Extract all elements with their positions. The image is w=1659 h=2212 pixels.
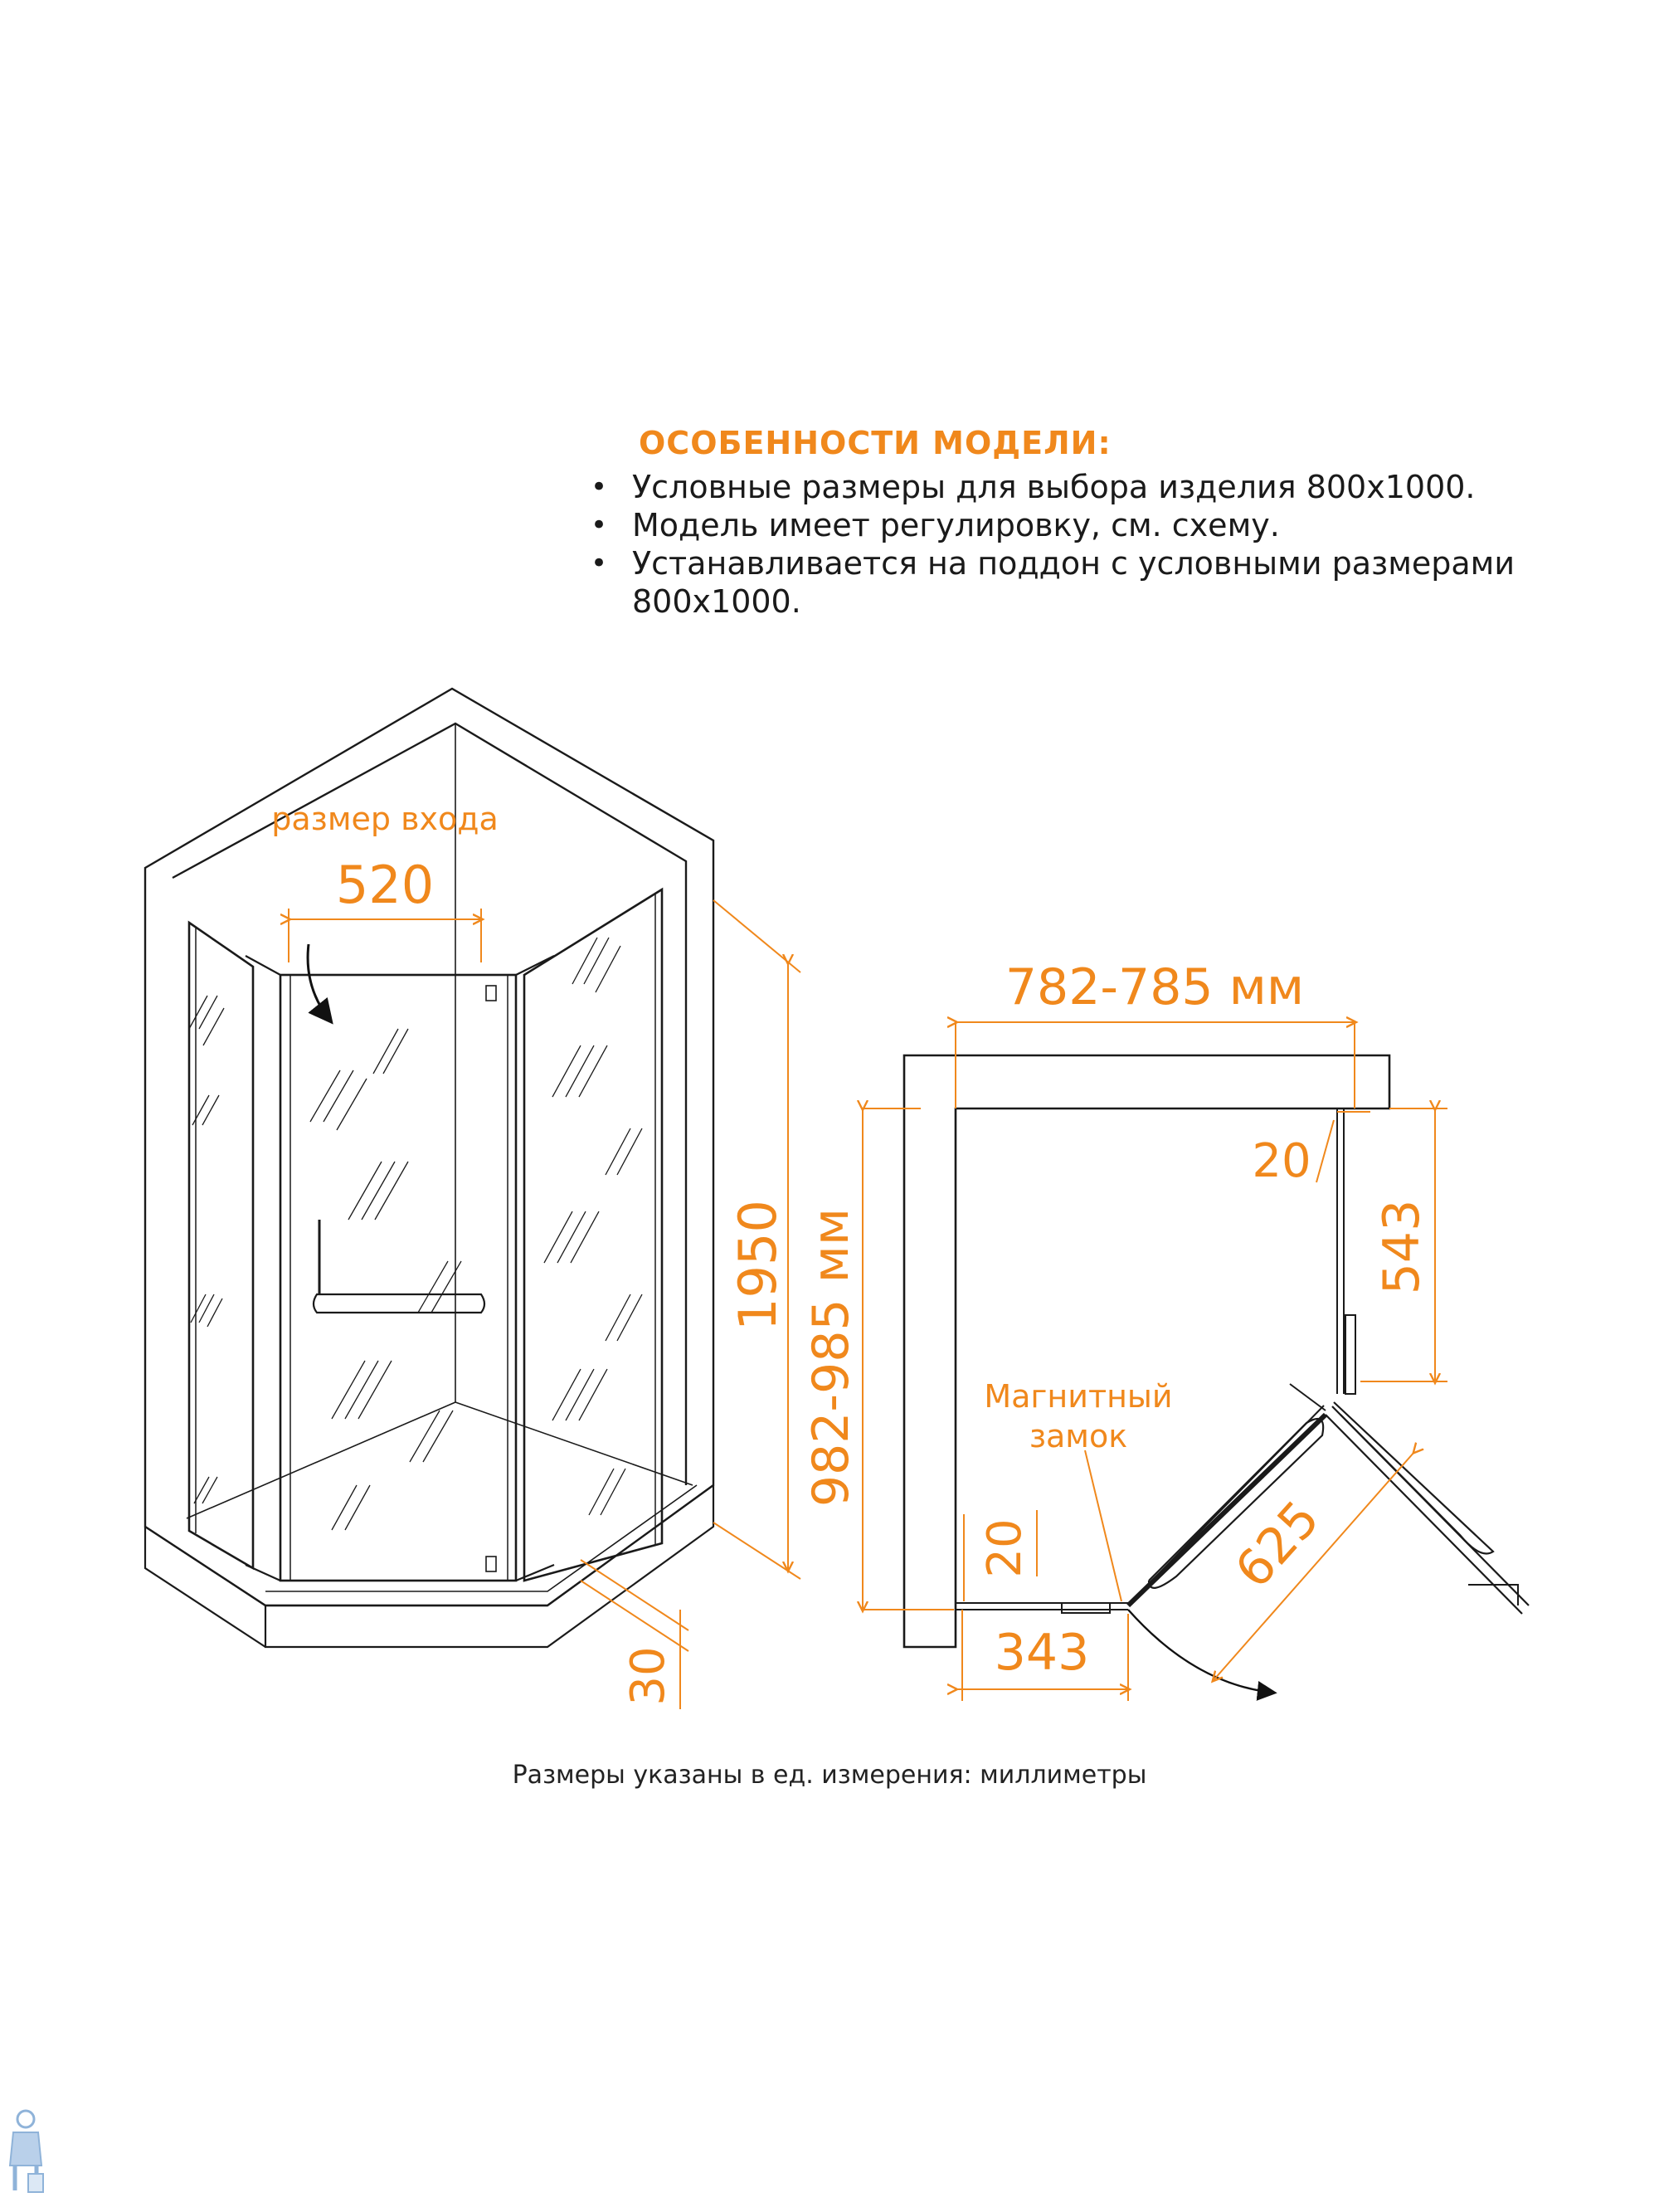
wall-depth-dim: 982-985 мм bbox=[802, 1207, 860, 1508]
door-handle bbox=[314, 1294, 484, 1313]
lock-label-line2: замок bbox=[1029, 1418, 1128, 1454]
side-panel-dim: 543 bbox=[1373, 1199, 1431, 1295]
glass-reflections bbox=[189, 938, 642, 1530]
swing-arc bbox=[1128, 1610, 1273, 1693]
side-glass bbox=[1337, 1108, 1344, 1394]
door-open bbox=[1326, 1406, 1529, 1614]
units-footnote: Размеры указаны в ед. измерения: миллиметры bbox=[512, 1761, 1147, 1790]
tray-height-dim: 30 bbox=[621, 1646, 675, 1706]
front-panel-dim: 343 bbox=[994, 1624, 1090, 1682]
feature-item: • Модель имеет регулировку, см. схему. bbox=[581, 506, 1626, 544]
plan-dimensions bbox=[863, 1022, 1447, 1701]
entrance-width: 520 bbox=[335, 855, 435, 915]
entrance-label: размер входа bbox=[271, 801, 499, 837]
feature-item: • Условные размеры для выбора изделия 800х1000. bbox=[581, 468, 1626, 506]
door-panel bbox=[280, 975, 516, 1581]
bottom-gap-dim: 20 bbox=[978, 1518, 1032, 1578]
top-gap-dim: 20 bbox=[1252, 1134, 1311, 1188]
inner-walls bbox=[173, 724, 686, 1485]
feature-item: • Устанавливается на поддон с условными размерами 800х1000. bbox=[581, 544, 1626, 621]
height-dim: 1950 bbox=[727, 1200, 788, 1331]
door-width-dim: 625 bbox=[1224, 1489, 1331, 1600]
lock-label-line1: Магнитный bbox=[984, 1378, 1173, 1415]
shower-tray bbox=[145, 1485, 713, 1647]
plumber-logo-icon bbox=[5, 2107, 46, 2199]
door-swing-arrow bbox=[308, 944, 330, 1021]
wall-width-dim: 782-785 мм bbox=[1005, 958, 1305, 1016]
left-glass-panel bbox=[189, 923, 253, 1568]
right-glass-panel bbox=[524, 889, 662, 1581]
door-hinge bbox=[486, 986, 496, 1001]
features-title: ОСОБЕННОСТИ МОДЕЛИ: bbox=[639, 425, 1112, 461]
front-glass bbox=[956, 1603, 1128, 1610]
door-hinge bbox=[486, 1557, 496, 1571]
wall-outline bbox=[904, 1055, 1389, 1647]
front-dimensions bbox=[289, 900, 800, 1709]
